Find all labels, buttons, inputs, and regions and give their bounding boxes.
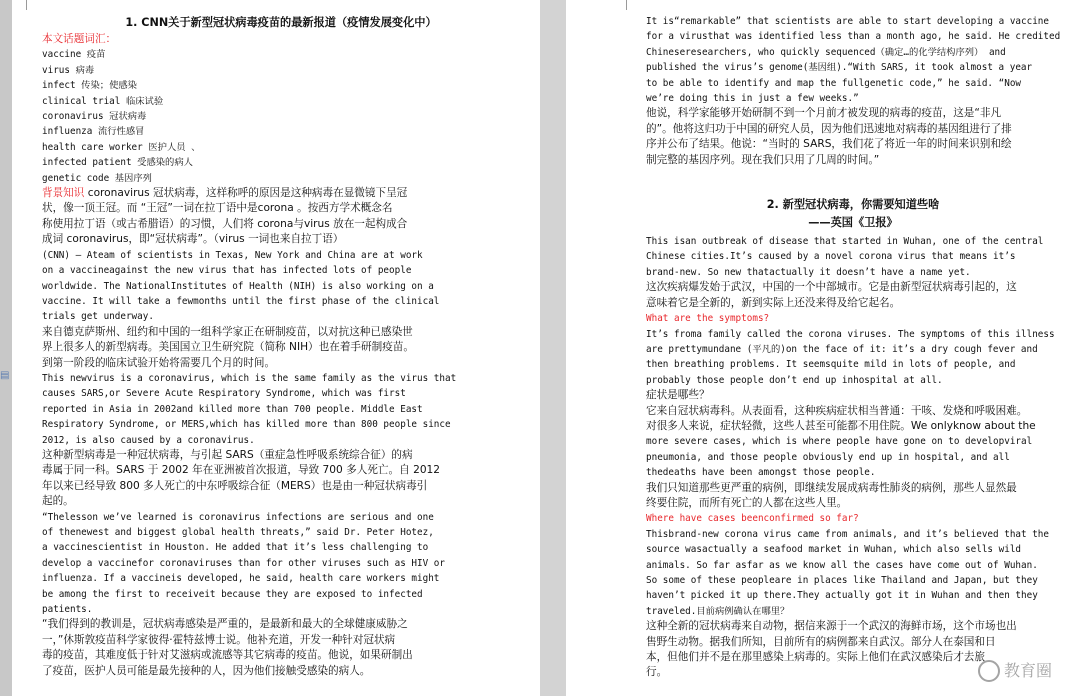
text-line: reported in Asia in 2002and killed more than 700 people. Middle East xyxy=(42,403,423,415)
section-subtitle: ——英国《卫报》 xyxy=(808,216,898,230)
vocab-item: coronavirus 冠状病毒 xyxy=(42,111,147,123)
text-line: 的”。他将这归功于中国的研究人员，因为他们迅速地对病毒的基因组进行了排 xyxy=(646,122,1012,135)
vocab-item: infect 传染；使感染 xyxy=(42,80,137,92)
text-line: pneumonia, and those people obviously end up in hospital, and all xyxy=(646,451,1010,463)
text-line: 制完整的基因序列。现在我们只用了几周的时间。” xyxy=(646,153,880,166)
page-gap xyxy=(540,0,566,696)
text-line: worldwide. The NationalInstitutes of Health (NIH) is also working on a xyxy=(42,280,434,292)
text-line: 意味着它是全新的，新到实际上还没来得及给它起名。 xyxy=(646,296,901,309)
watermark-icon xyxy=(978,660,1000,682)
section-title: 2. 新型冠状病毒，你需要知道些啥 xyxy=(766,198,940,212)
text-line: Chineseresearchers, who quickly sequenced（确定…的化学结构序列） and xyxy=(646,46,1006,58)
text-line: 行。 xyxy=(646,666,668,679)
background-paragraph xyxy=(42,186,520,201)
text-line: 他说，科学家能够开始研制不到一个月前才被发现的病毒的疫苗，这是“非凡 xyxy=(646,107,1002,120)
text-line: 本，但他们并不是在那里感染上病毒的。实际上他们在武汉感染后才去旅 xyxy=(646,651,985,664)
text-line: 我们只知道那些更严重的病例，即继续发展成病毒性肺炎的病例，那些人显然最 xyxy=(646,481,1017,494)
text-line: source wasactually a seafood market in Wuhan, which also sells wild xyxy=(646,544,1022,556)
vocab-item: health care worker 医护人员 、 xyxy=(42,141,201,153)
text-line: (CNN) — Ateam of scientists in Texas, New York and China are at work xyxy=(42,249,423,261)
text-line: 年以来已经导致 800 多人死亡的中东呼吸综合征（MERS）也是由一种冠状病毒引 xyxy=(42,479,428,492)
text-line: 它来自冠状病毒科。从表面看，这种疾病症状相当普通：干咳、发烧和呼吸困难。 xyxy=(646,404,1028,417)
text-line: 这种全新的冠状病毒来自动物，据信来源于一个武汉的海鲜市场，这个市场也出 xyxy=(646,620,1017,633)
vocab-item: clinical trial 临床试验 xyxy=(42,95,164,107)
vocab-list xyxy=(42,47,520,186)
text-line: develop a vaccinefor coronaviruses than for other viruses such as HIV or xyxy=(42,557,445,569)
vocab-item: vaccine 疫苗 xyxy=(42,49,106,61)
document-page-right xyxy=(566,0,1080,696)
left-body-text xyxy=(42,248,520,679)
text-line: 界上很多人的新型病毒。美国国立卫生研究院（简称 NIH）也在着手研制疫苗。 xyxy=(42,341,414,354)
text-line: “Thelesson we’ve learned is coronavirus infections are serious and one xyxy=(42,511,434,523)
right-section-text xyxy=(646,234,1060,681)
text-line: It is“remarkable” that scientists are able to start developing a vaccine xyxy=(646,16,1049,27)
text-line: 症状是哪些？ xyxy=(646,389,710,402)
text-line: traveled.目前病例确认在哪里？ xyxy=(646,605,790,617)
background-line: 状，像一顶王冠。而 “王冠”一词在拉丁语中是corona 。按西方学术概念名 xyxy=(42,202,393,215)
text-line: Chinese cities.It’s caused by a novel corona virus that means it’s xyxy=(646,251,1016,263)
document-page-left xyxy=(12,0,540,696)
text-line: 对很多人来说，症状轻微，这些人甚至可能都不用住院。We onlyknow about the xyxy=(646,419,1036,432)
vocab-item: infected patient 受感染的病人 xyxy=(42,157,193,169)
text-line: more severe cases, which is where people have gone on to developviral xyxy=(646,436,1033,448)
text-line: 序并公布了结果。他说：“当时的 SARS，我们花了将近一年的时间来识别和绘 xyxy=(646,138,1012,151)
text-line: are prettymundane (平凡的)on the face of it: it’s a dry cough fever and xyxy=(646,343,1038,355)
vocab-item: virus 病毒 xyxy=(42,64,95,76)
text-line: Respiratory Syndrome, or MERS,which has killed more than 800 people since xyxy=(42,419,451,431)
text-line: animals. So far asfar as we know all the cases have come out of Wuhan. xyxy=(646,559,1038,571)
watermark xyxy=(978,658,1052,683)
text-line: then breathing problems. It seemsquite mild in lots of people, and xyxy=(646,359,1016,371)
text-line: 2012, is also caused by a coronavirus. xyxy=(42,434,255,446)
text-line: 售野生动物。据我们所知，目前所有的病例都来自武汉。部分人在泰国和日 xyxy=(646,635,996,648)
text-line: a vaccinescientist in Houston. He added that it’s less challenging to xyxy=(42,542,429,554)
text-line: 这次疾病爆发始于武汉，中国的一个中部城市。它是由新型冠状病毒引起的，这 xyxy=(646,281,1017,294)
text-line: 毒的疫苗，其难度低于针对艾滋病或流感等其它病毒的疫苗。他说，如果研制出 xyxy=(42,649,413,662)
vocab-item: influenza 流行性感冒 xyxy=(42,126,145,138)
text-line: influenza. If a vaccineis developed, he said, health care workers might xyxy=(42,573,440,585)
text-line: 毒属于同一科。SARS 于 2002 年在亚洲被首次报道，导致 700 多人死亡。自 2012 xyxy=(42,464,441,477)
article-title: 1. CNN关于新型冠状病毒疫苗的最新报道（疫情发展变化中） xyxy=(125,16,437,29)
background-label: 背景知识 xyxy=(42,187,85,200)
question-heading: Where have cases beenconfirmed so far? xyxy=(646,513,859,525)
text-line: published the virus’s genome(基因组).“With SARS, it took almost a year xyxy=(646,62,1033,74)
text-line: vaccine. It will take a fewmonths until the first phase of the clinical xyxy=(42,295,440,307)
background-line: 称使用拉丁语（或古希腊语）的习惯，人们将 corona与virus 放在一起构成合 xyxy=(42,217,408,230)
text-line: brand-new. So new thatactually it doesn’t have a name yet. xyxy=(646,266,971,278)
text-line: This isan outbreak of disease that started in Wuhan, one of the central xyxy=(646,236,1044,248)
text-line: to be able to identify and map the fullgenetic code,” he said. “Now xyxy=(646,77,1022,89)
text-line: thedeaths have been amongst those people. xyxy=(646,467,876,479)
text-line: trials get underway. xyxy=(42,311,154,323)
text-line: on a vaccineagainst the new virus that has infected lots of people xyxy=(42,265,412,277)
text-line: for a virusthat was identified less than a month ago, he said. He credited xyxy=(646,31,1061,43)
text-line: So some of these peopleare in places like Thailand and Japan, but they xyxy=(646,575,1038,586)
text-line: haven’t picked it up there.They actually got it in Wuhan and then they xyxy=(646,590,1038,602)
text-line: 这种新型病毒是一种冠状病毒，与引起 SARS（重症急性呼吸系统综合征）的病 xyxy=(42,448,413,461)
background-line: coronavirus 冠状病毒，这样称呼的原因是这种病毒在显微镜下呈冠 xyxy=(84,187,408,200)
text-line: This newvirus is a coronavirus, which is the same family as the virus that xyxy=(42,372,457,384)
text-line: of thenewest and biggest global health threats,” said Dr. Peter Hotez, xyxy=(42,527,434,538)
document-margin-icon[interactable]: ▤ xyxy=(0,370,10,381)
background-line: 成词 coronavirus，即“冠状病毒”。（virus 一词也来自拉丁语） xyxy=(42,233,344,246)
text-line: “我们得到的教训是，冠状病毒感染是严重的，是最新和最大的全球健康威胁之 xyxy=(42,618,408,631)
text-line: we’re doing this in just a few weeks.” xyxy=(646,93,859,105)
text-line: probably those people don’t end up inhospital at all. xyxy=(646,374,943,386)
text-line: 了疫苗，医护人员可能是最先接种的人，因为他们接触受感染的病人。 xyxy=(42,664,371,677)
vocab-item: genetic code 基因序列 xyxy=(42,172,152,184)
text-line: 终要住院，而所有死亡的人都在这些人里。 xyxy=(646,496,848,509)
text-line: patients. xyxy=(42,604,93,616)
right-top-text xyxy=(646,14,1060,168)
text-line: be among the first to receiveit because they are exposed to infected xyxy=(42,588,423,600)
text-line: It’s froma family called the corona viruses. The symptoms of this illness xyxy=(646,328,1055,340)
text-line: causes SARS,or Severe Acute Respiratory Syndrome, which was first xyxy=(42,388,406,400)
text-line: 到第一阶段的临床试验开始将需要几个月的时间。 xyxy=(42,356,276,369)
watermark-text: 教育圈 xyxy=(1003,660,1052,680)
text-line: Thisbrand-new corona virus came from animals, and it’s believed that the xyxy=(646,528,1049,540)
text-line: 一，”休斯敦疫苗科学家彼得·霍特兹博士说。他补充道，开发一种针对冠状病 xyxy=(42,633,396,646)
text-line: 来自德克萨斯州、纽约和中国的一组科学家正在研制疫苗，以对抗这种已感染世 xyxy=(42,325,413,338)
question-heading: What are the symptoms? xyxy=(646,313,770,325)
vocab-heading: 本文话题词汇： xyxy=(42,33,117,45)
text-line: 起的。 xyxy=(42,495,74,508)
